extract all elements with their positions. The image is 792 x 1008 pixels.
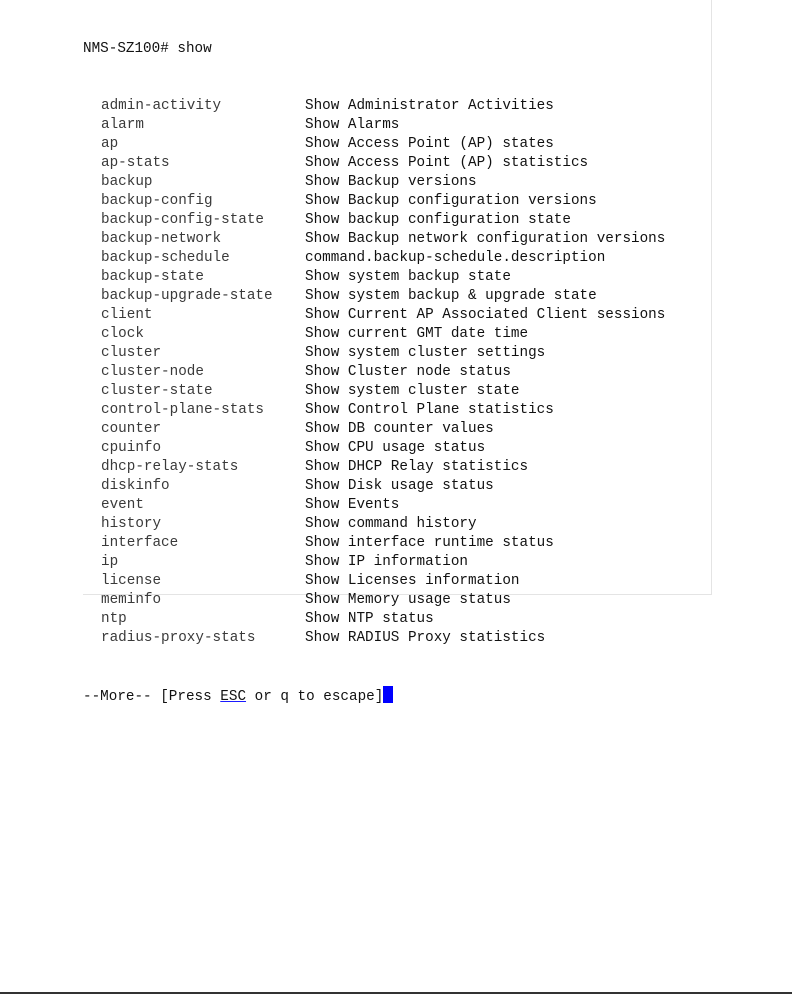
command-row (83, 192, 665, 211)
command-row (83, 287, 665, 306)
more-prompt[interactable] (83, 686, 665, 705)
page-bottom-rule (0, 992, 792, 994)
command-name: cluster-node (101, 364, 204, 380)
command-description: Show Licenses information (305, 573, 520, 589)
command-row (83, 553, 665, 572)
terminal-output (83, 2, 665, 743)
command-name: license (101, 573, 162, 589)
command-name: ap-stats (101, 155, 170, 171)
command-description: Show Backup versions (305, 174, 477, 190)
command-name: backup-schedule (101, 250, 230, 266)
command-row (83, 439, 665, 458)
command-name: cpuinfo (101, 440, 162, 456)
command-description: Show DHCP Relay statistics (305, 459, 529, 475)
command-name: radius-proxy-stats (101, 630, 256, 646)
command-description: Show Administrator Activities (305, 98, 554, 114)
command-name: backup-upgrade-state (101, 288, 273, 304)
command-row (83, 325, 665, 344)
command-row (83, 496, 665, 515)
command-description: Show system cluster state (305, 383, 520, 399)
command-row (83, 230, 665, 249)
command-row (83, 268, 665, 287)
command-row (83, 211, 665, 230)
command-description: Show command history (305, 516, 477, 532)
command-name: admin-activity (101, 98, 222, 114)
esc-key-label: ESC (220, 689, 247, 705)
cli-command: show (177, 41, 212, 57)
command-description: Show interface runtime status (305, 535, 554, 551)
command-row (83, 249, 665, 268)
command-row (83, 610, 665, 629)
command-name: diskinfo (101, 478, 170, 494)
command-name: backup-config-state (101, 212, 265, 228)
command-row (83, 420, 665, 439)
command-description: Show system cluster settings (305, 345, 546, 361)
command-name: interface (101, 535, 179, 551)
command-description: Show CPU usage status (305, 440, 486, 456)
command-name: control-plane-stats (101, 402, 265, 418)
command-name: ip (101, 554, 119, 570)
command-description: Show current GMT date time (305, 326, 529, 342)
command-row (83, 173, 665, 192)
command-row (83, 477, 665, 496)
command-name: ap (101, 136, 119, 152)
command-row (83, 572, 665, 591)
command-description: Show system backup & upgrade state (305, 288, 597, 304)
cli-prompt: NMS-SZ100# (83, 41, 169, 57)
command-description: Show system backup state (305, 269, 511, 285)
command-name: history (101, 516, 162, 532)
command-row (83, 135, 665, 154)
command-description: Show backup configuration state (305, 212, 571, 228)
command-description: Show Backup network configuration versions (305, 231, 666, 247)
command-row (83, 629, 665, 648)
command-description: Show IP information (305, 554, 469, 570)
command-description: Show DB counter values (305, 421, 494, 437)
command-name: cluster (101, 345, 162, 361)
command-row (83, 97, 665, 116)
command-description: Show Events (305, 497, 400, 513)
command-row (83, 306, 665, 325)
command-description: Show Access Point (AP) states (305, 136, 554, 152)
command-description: Show Backup configuration versions (305, 193, 597, 209)
command-name: backup-config (101, 193, 213, 209)
more-suffix: or q to escape] (246, 689, 384, 705)
command-name: client (101, 307, 153, 323)
command-name: backup-network (101, 231, 222, 247)
command-name: cluster-state (101, 383, 213, 399)
command-row (83, 458, 665, 477)
command-name: clock (101, 326, 144, 342)
command-row (83, 382, 665, 401)
command-name: backup-state (101, 269, 204, 285)
command-row (83, 154, 665, 173)
command-row (83, 344, 665, 363)
command-name: event (101, 497, 144, 513)
command-name: dhcp-relay-stats (101, 459, 239, 475)
command-name: backup (101, 174, 153, 190)
command-description: Show Alarms (305, 117, 400, 133)
command-list (83, 97, 665, 648)
command-description: Show Memory usage status (305, 592, 511, 608)
text-cursor (383, 686, 393, 703)
command-description: Show Current AP Associated Client sessions (305, 307, 666, 323)
command-row (83, 591, 665, 610)
command-row (83, 363, 665, 382)
command-description: Show Cluster node status (305, 364, 511, 380)
command-row (83, 401, 665, 420)
command-name: alarm (101, 117, 144, 133)
terminal-window[interactable] (83, 0, 712, 705)
command-name: ntp (101, 611, 127, 627)
command-name: meminfo (101, 592, 162, 608)
command-row (83, 534, 665, 553)
command-description: Show Disk usage status (305, 478, 494, 494)
command-description: Show NTP status (305, 611, 434, 627)
command-description: Show RADIUS Proxy statistics (305, 630, 546, 646)
more-prefix: --More-- [Press (83, 689, 221, 705)
command-description: Show Control Plane statistics (305, 402, 554, 418)
command-description: command.backup-schedule.description (305, 250, 606, 266)
command-description: Show Access Point (AP) statistics (305, 155, 589, 171)
command-row (83, 515, 665, 534)
command-row (83, 116, 665, 135)
prompt-line (83, 40, 665, 59)
command-name: counter (101, 421, 162, 437)
